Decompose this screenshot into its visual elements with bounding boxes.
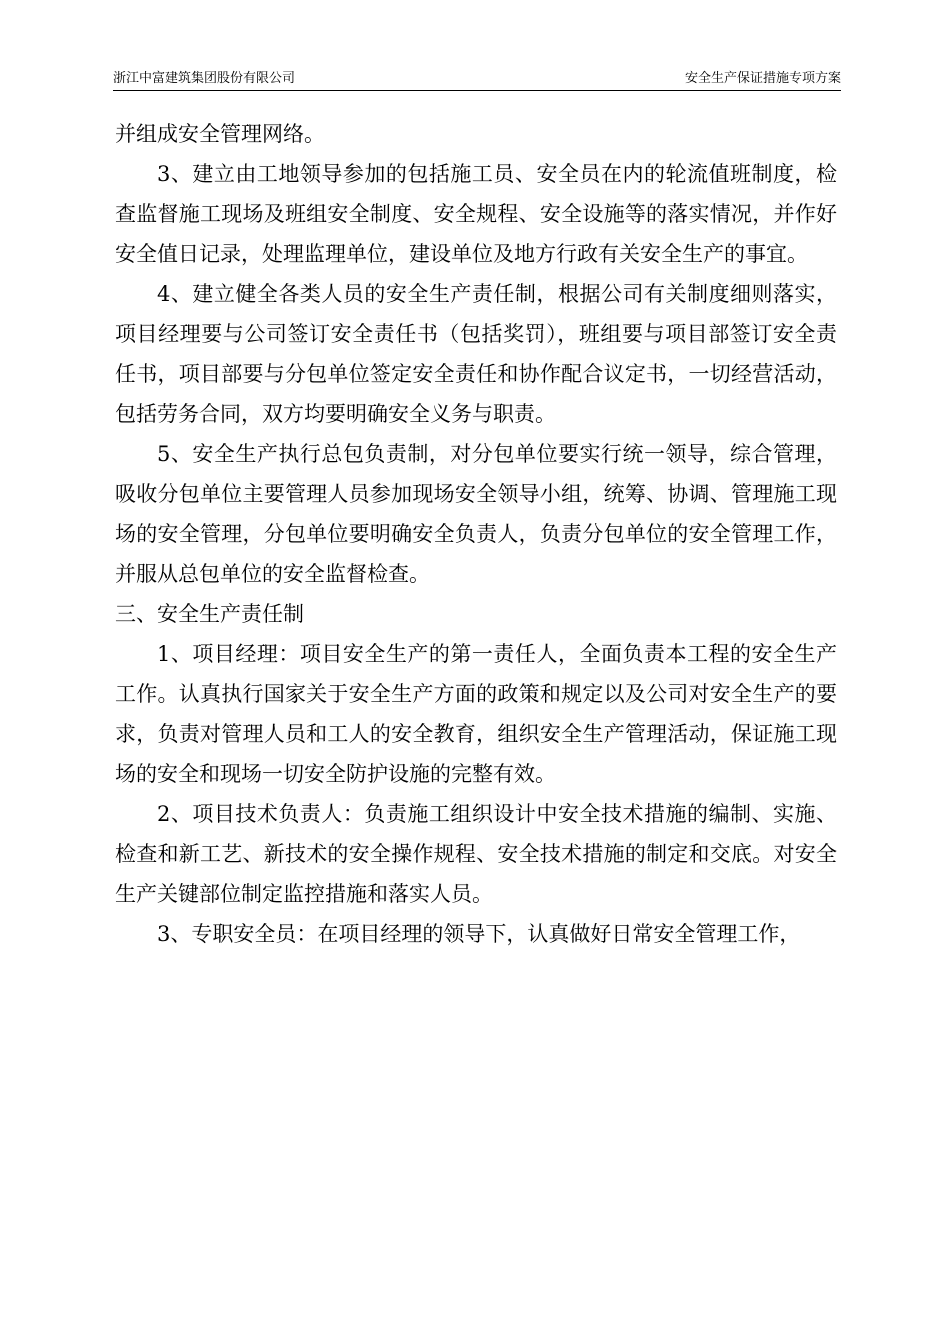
paragraph-item-5-general-contractor: 5、安全生产执行总包负责制，对分包单位要实行统一领导，综合管理，吸收分包单位主要管理人员参加现场安全领导小组，统筹、协调、管理施工现场的安全管理，分包单位要明确安全负责人，负责分包单位的安全管理工作，并服从总包单位的安全监督检查。 — [115, 442, 837, 586]
header-doc-title: 安全生产保证措施专项方案 — [684, 71, 841, 86]
paragraph-technical-lead: 2、项目技术负责人：负责施工组织设计中安全技术措施的编制、实施、检查和新工艺、新技术的安全操作规程、安全技术措施的制定和交底。对安全生产关键部位制定监控措施和落实人员。 — [115, 802, 837, 906]
paragraph-safety-officer: 3、专职安全员：在项目经理的领导下，认真做好日常安全管理工作， — [157, 922, 801, 946]
paragraph-item-4-responsibility-system: 4、建立健全各类人员的安全生产责任制，根据公司有关制度细则落实，项目经理要与公司签订安全责任书（包括奖罚），班组要与项目部签订安全责任书，项目部要与分包单位签定安全责任和协作配合议定书，一切经营活动，包括劳务合同，双方均要明确安全义务与职责。 — [115, 282, 837, 426]
section-heading: 三、安全生产责任制 — [115, 602, 304, 626]
page-header — [113, 70, 841, 91]
document-body — [115, 114, 837, 954]
paragraph-project-manager: 1、项目经理：项目安全生产的第一责任人，全面负责本工程的安全生产工作。认真执行国家关于安全生产方面的政策和规定以及公司对安全生产的要求，负责对管理人员和工人的安全教育，组织安全生产管理活动，保证施工现场的安全和现场一切安全防护设施的完整有效。 — [115, 642, 837, 786]
paragraph-continuation: 并组成安全管理网络。 — [115, 122, 325, 146]
paragraph-item-3-duty-roster: 3、建立由工地领导参加的包括施工员、安全员在内的轮流值班制度，检查监督施工现场及班组安全制度、安全规程、安全设施等的落实情况，并作好安全值日记录，处理监理单位，建设单位及地方行政有关安全生产的事宜。 — [115, 162, 837, 266]
header-company: 浙江中富建筑集团股份有限公司 — [113, 71, 296, 86]
